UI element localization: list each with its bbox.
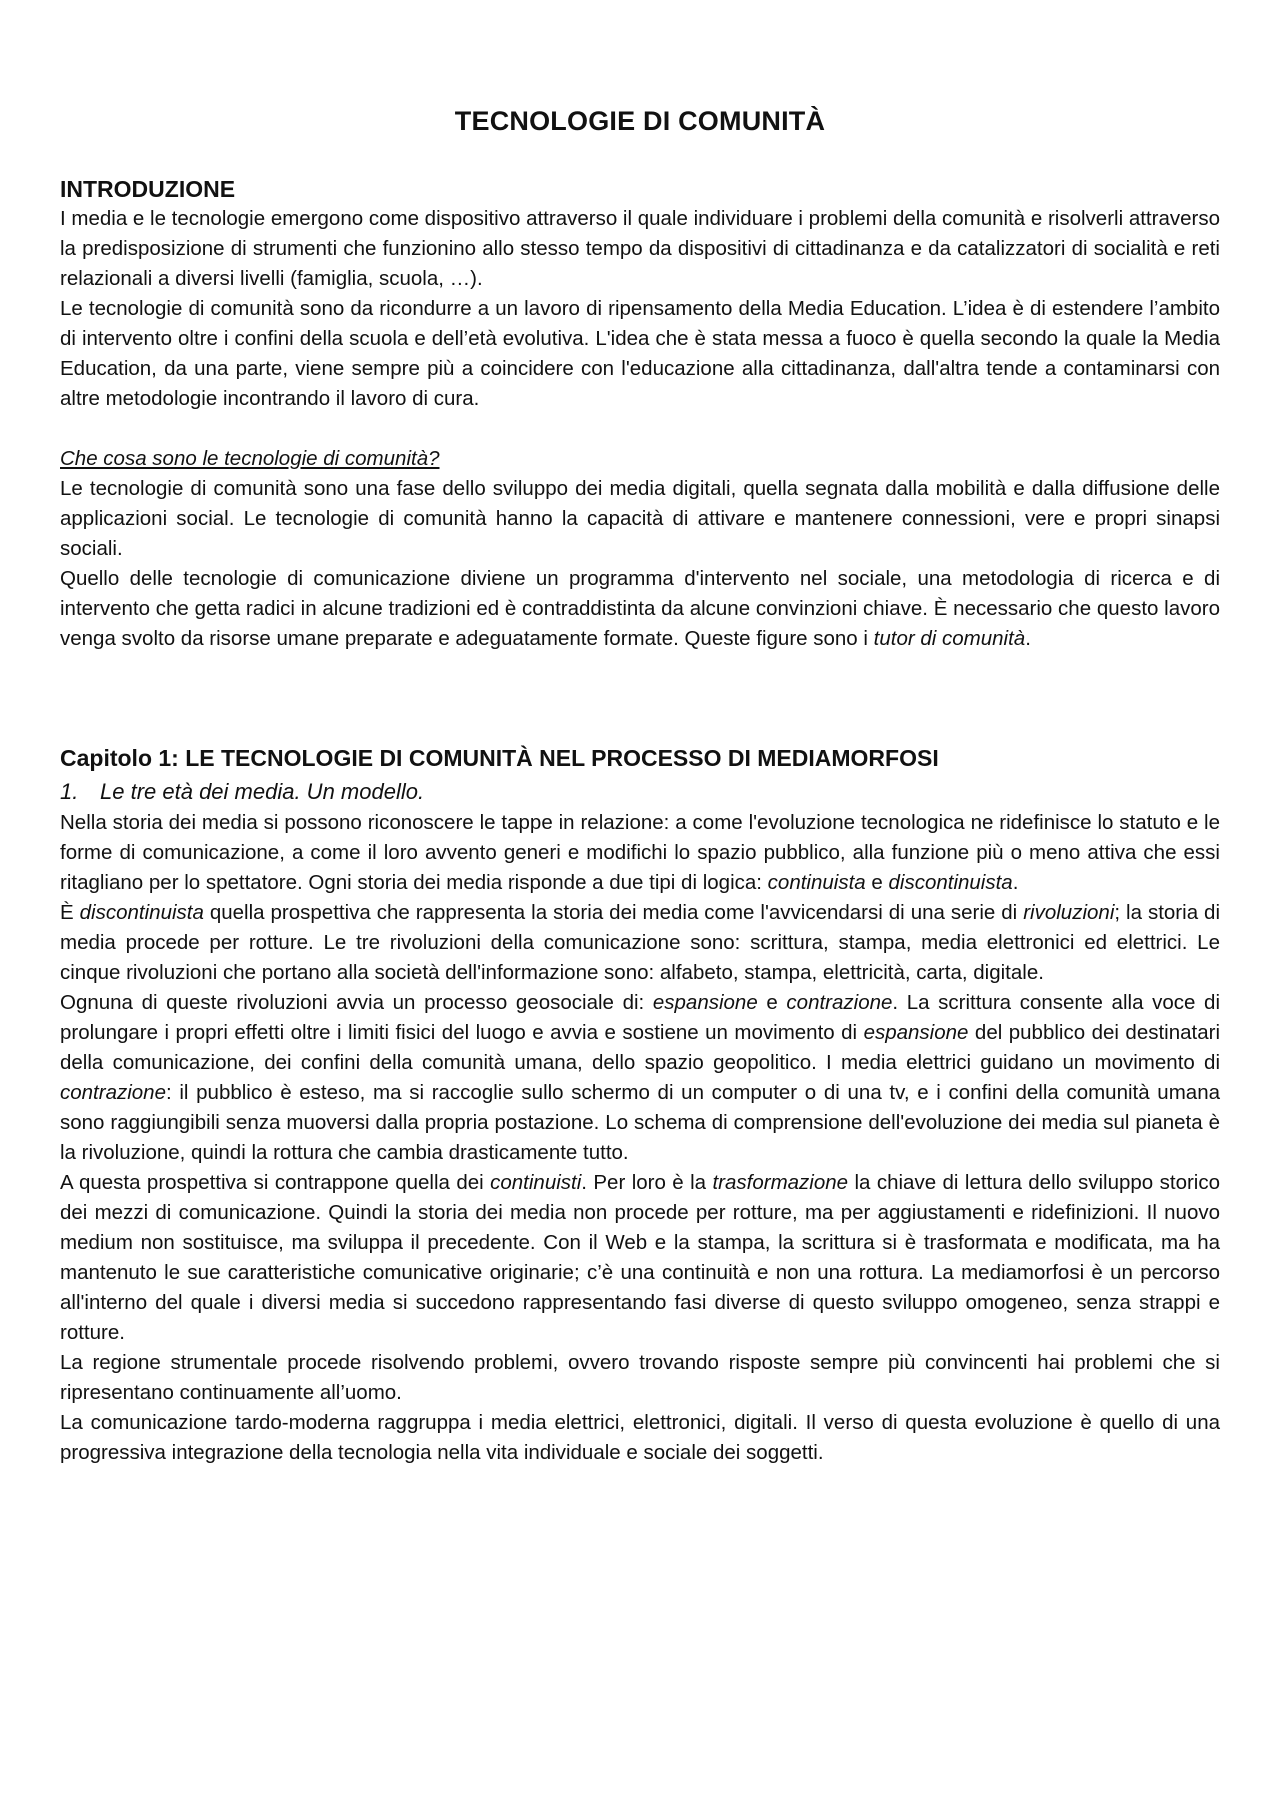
text-run: la chiave di lettura dello sviluppo storico dei mezzi di comunicazione. Quindi la storia dei media non procede per rotture, ma per aggiustamenti e ridefinizioni. Il nuovo medium non sostituisce, ma sviluppa il precedente. Con il Web e la stampa, la scrittura si è trasformata e modificata, ma ha mantenuto le sue caratteristiche comunicative originarie; c’è una continuità e non una rottura. La mediamorfosi è un percorso all'interno del quale i diversi media si succedono rappresentando fasi diverse di questo sviluppo omogeneo, senza strappi e rotture. — [60, 1171, 1220, 1344]
text-run: È — [60, 901, 80, 924]
text-run: A questa prospettiva si contrappone quella dei — [60, 1171, 491, 1194]
emphasis: discontinuista — [888, 871, 1013, 894]
chapter-1-paragraph-2 — [60, 898, 1220, 988]
chapter-1-paragraph-5: La regione strumentale procede risolvendo problemi, ovvero trovando risposte sempre più convincenti hai problemi che si ripresentano continuamente all’uomo. — [60, 1351, 1220, 1404]
text-run: e — [757, 991, 787, 1014]
text-run: e — [865, 871, 889, 894]
intro-paragraph-2: Le tecnologie di comunità sono da ricondurre a un lavoro di ripensamento della Media Education. L’idea è di estendere l’ambito di intervento oltre i confini della scuola e dell’età evolutiva. L'idea che è stata messa a fuoco è quella secondo la quale la Media Education, da una parte, viene sempre più a coincidere con l'educazione alla cittadinanza, dall'altra tende a contaminarsi con altre metodologie incontrando il lavoro di cura. — [60, 297, 1220, 410]
emphasis: contrazione — [60, 1081, 166, 1104]
emphasis: continuisti — [490, 1171, 582, 1194]
emphasis: trasformazione — [712, 1171, 849, 1194]
document-body — [60, 104, 1220, 1468]
intro-heading: INTRODUZIONE — [60, 176, 236, 202]
subheading-title: Le tre età dei media. Un modello. — [100, 779, 425, 804]
text-run: : il pubblico è esteso, ma si raccoglie sullo schermo di un computer o di una tv, e i confini della comunità umana sono raggiungibili senza muoversi dalla propria postazione. Lo schema di comprensione dell'evoluzione dei media sul pianeta è la rivoluzione, quindi la rottura che cambia drasticamente tutto. — [60, 1081, 1220, 1164]
chapter-1-paragraph-4 — [60, 1168, 1220, 1348]
text-run: quella prospettiva che rappresenta la storia dei media come l'avvicendarsi di una serie di — [203, 901, 1024, 924]
text-run: Quello delle tecnologie di comunicazione diviene un programma d'intervento nel sociale, una metodologia di ricerca e di intervento che getta radici in alcune tradizioni ed è contraddistinta da alcune convinzioni chiave. È necessario che questo lavoro venga svolto da risorse umane preparate e adeguatamente formate. Queste figure sono i — [60, 567, 1220, 650]
emphasis: continuista — [767, 871, 866, 894]
text-run: Ognuna di queste rivoluzioni avvia un processo geosociale di: — [60, 991, 653, 1014]
text-run: . La scrittura consente alla voce di prolungare i propri effetti oltre i limiti fisici del luogo e avvia e sostiene un movimento di — [60, 991, 1221, 1044]
text-run: . — [1012, 871, 1019, 894]
intro-paragraph-4 — [60, 564, 1220, 654]
text-run: ; la storia di media procede per rotture. Le tre rivoluzioni della comunicazione sono: scrittura, stampa, media elettronici ed elettrici. Le cinque rivoluzioni che portano alla società dell'informazione sono: alfabeto, stampa, elettricità, carta, digitale. — [60, 901, 1221, 984]
chapter-1-subheading — [60, 778, 1220, 806]
chapter-1-paragraph-3 — [60, 988, 1220, 1168]
emphasis: discontinuista — [79, 901, 204, 924]
intro-question: Che cosa sono le tecnologie di comunità? — [60, 447, 440, 470]
intro-paragraph-1: I media e le tecnologie emergono come dispositivo attraverso il quale individuare i problemi della comunità e risolverli attraverso la predisposizione di strumenti che funzionino allo stesso tempo da dispositivi di cittadinanza e da catalizzatori di socialità e reti relazionali a diversi livelli (famiglia, scuola, …). — [60, 207, 1220, 290]
document-title: TECNOLOGIE DI COMUNITÀ — [454, 106, 826, 136]
text-run: . — [1025, 627, 1031, 650]
emphasis: rivoluzioni — [1023, 901, 1115, 924]
emphasis-tutor: tutor di comunità — [873, 627, 1026, 650]
emphasis: espansione — [863, 1021, 969, 1044]
text-run: del pubblico dei destinatari della comunicazione, dei confini della comunità umana, dello spazio geopolitico. I media elettrici guidano un movimento di — [60, 1021, 1220, 1074]
text-run: . Per loro è la — [581, 1171, 713, 1194]
intro-paragraph-3: Le tecnologie di comunità sono una fase dello sviluppo dei media digitali, quella segnata dalla mobilità e dalla diffusione delle applicazioni social. Le tecnologie di comunità hanno la capacità di attivare e mantenere connessioni, vere e propri sinapsi sociali. — [60, 477, 1220, 560]
chapter-1-heading: Capitolo 1: LE TECNOLOGIE DI COMUNITÀ NEL PROCESSO DI MEDIAMORFOSI — [60, 745, 939, 771]
chapter-1-paragraph-6: La comunicazione tardo-moderna raggruppa i media elettrici, elettronici, digitali. Il verso di questa evoluzione è quello di una progressiva integrazione della tecnologia nella vita individuale e sociale dei soggetti. — [60, 1411, 1220, 1464]
emphasis: espansione — [652, 991, 758, 1014]
emphasis: contrazione — [786, 991, 893, 1014]
text-run: Nella storia dei media si possono riconoscere le tappe in relazione: a come l'evoluzione tecnologica ne ridefinisce lo statuto e le forme di comunicazione, a come il loro avvento generi e modifichi lo spazio pubblico, alla funzione più o meno attiva che essi ritagliano per lo spettatore. Ogni storia dei media risponde a due tipi di logica: — [60, 811, 1220, 894]
chapter-1-paragraph-1 — [60, 808, 1220, 898]
subheading-number: 1. — [60, 779, 79, 804]
